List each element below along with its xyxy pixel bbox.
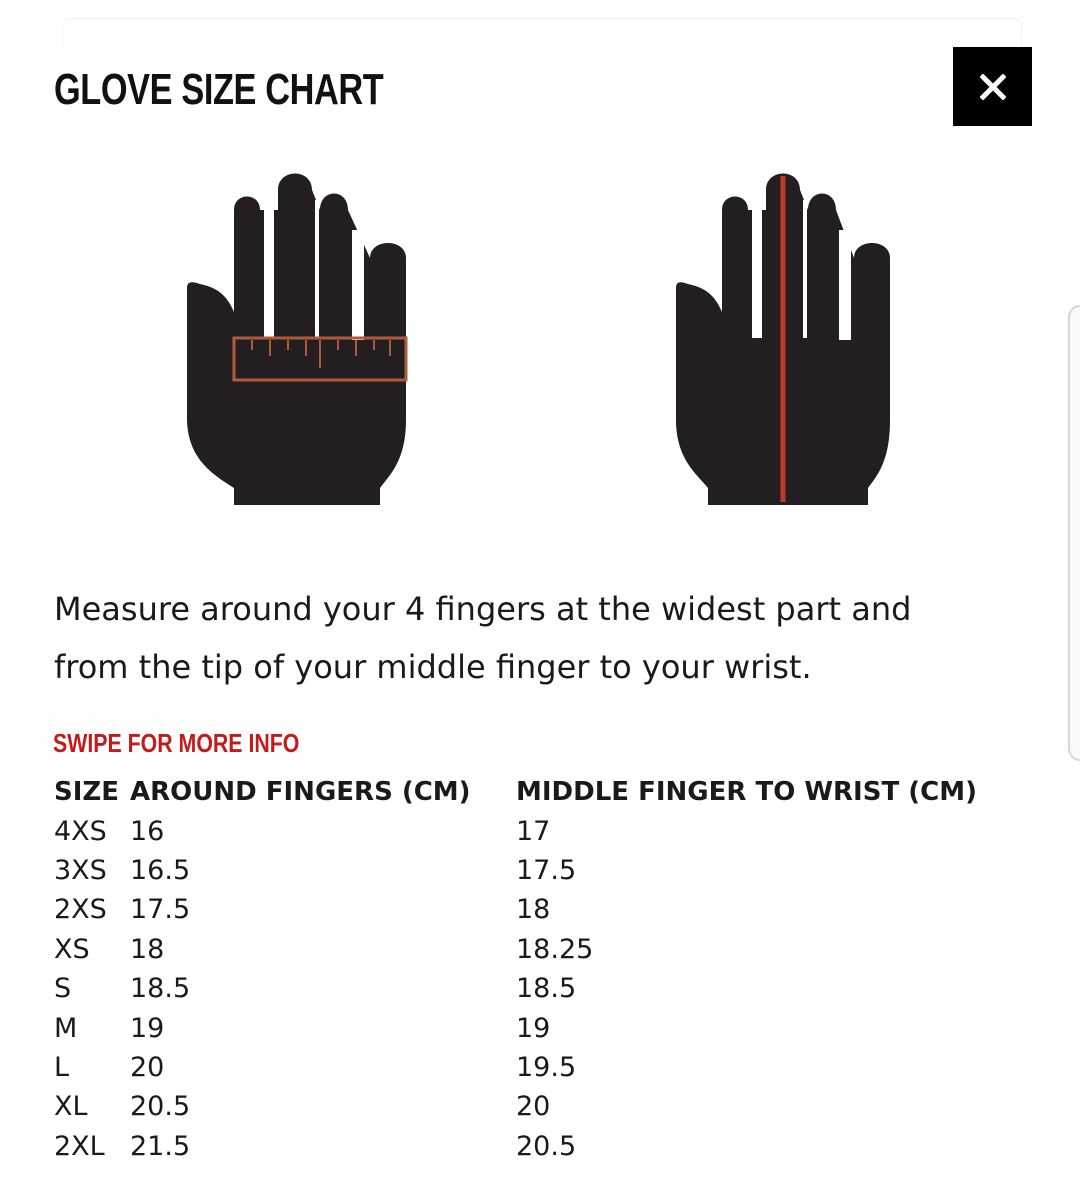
cell-around: 19 bbox=[130, 1012, 165, 1044]
cell-middle: 17 bbox=[516, 815, 551, 847]
cell-middle: 18.5 bbox=[516, 973, 577, 1005]
cell-around: 21.5 bbox=[130, 1130, 191, 1162]
cell-size: 2XS bbox=[54, 894, 107, 926]
modal-top-edge bbox=[62, 18, 1022, 49]
cell-size: XS bbox=[54, 933, 90, 965]
cell-size: M bbox=[54, 1012, 78, 1044]
measurement-instructions bbox=[54, 580, 1014, 696]
table-row bbox=[54, 1048, 1016, 1087]
table-row bbox=[54, 1127, 1016, 1166]
close-button[interactable] bbox=[953, 47, 1032, 126]
hand-middle-finger-to-wrist-measure-icon bbox=[668, 170, 908, 515]
header-around-fingers: AROUND FINGERS (CM) bbox=[130, 776, 471, 807]
cell-middle: 20 bbox=[516, 1091, 551, 1123]
header-size: SIZE bbox=[54, 776, 120, 807]
cell-around: 20.5 bbox=[130, 1091, 191, 1123]
cell-around: 18.5 bbox=[130, 973, 191, 1005]
cell-size: 2XL bbox=[54, 1130, 105, 1162]
table-row bbox=[54, 811, 1016, 850]
modal-title: GLOVE SIZE CHART bbox=[54, 65, 384, 114]
cell-middle: 17.5 bbox=[516, 854, 577, 886]
cell-middle: 20.5 bbox=[516, 1130, 577, 1162]
table-row bbox=[54, 851, 1016, 890]
cell-size: XL bbox=[54, 1091, 88, 1123]
close-icon bbox=[980, 74, 1006, 100]
cell-middle: 18 bbox=[516, 894, 551, 926]
instructions-line-2: from the tip of your middle finger to your wrist. bbox=[54, 648, 812, 686]
cell-around: 20 bbox=[130, 1051, 165, 1083]
instructions-line-1: Measure around your 4 fingers at the widest part and bbox=[54, 590, 912, 628]
header-middle-finger-to-wrist: MIDDLE FINGER TO WRIST (CM) bbox=[516, 776, 977, 807]
table-row bbox=[54, 890, 1016, 929]
table-row bbox=[54, 1087, 1016, 1126]
cell-around: 17.5 bbox=[130, 894, 191, 926]
cell-around: 16 bbox=[130, 815, 165, 847]
cell-around: 18 bbox=[130, 933, 165, 965]
cell-around: 16.5 bbox=[130, 854, 191, 886]
side-panel-edge[interactable] bbox=[1068, 305, 1080, 761]
cell-size: L bbox=[54, 1051, 70, 1083]
cell-middle: 19.5 bbox=[516, 1051, 577, 1083]
swipe-hint: SWIPE FOR MORE INFO bbox=[53, 728, 300, 758]
cell-middle: 19 bbox=[516, 1012, 551, 1044]
cell-size: 3XS bbox=[54, 854, 107, 886]
cell-size: 4XS bbox=[54, 815, 107, 847]
table-row bbox=[54, 969, 1016, 1008]
cell-size: S bbox=[54, 973, 72, 1005]
table-header-row bbox=[54, 772, 1016, 811]
cell-middle: 18.25 bbox=[516, 933, 594, 965]
size-table bbox=[54, 772, 1016, 1166]
hand-around-fingers-measure-icon bbox=[180, 170, 420, 515]
table-row bbox=[54, 1008, 1016, 1047]
table-row bbox=[54, 930, 1016, 969]
